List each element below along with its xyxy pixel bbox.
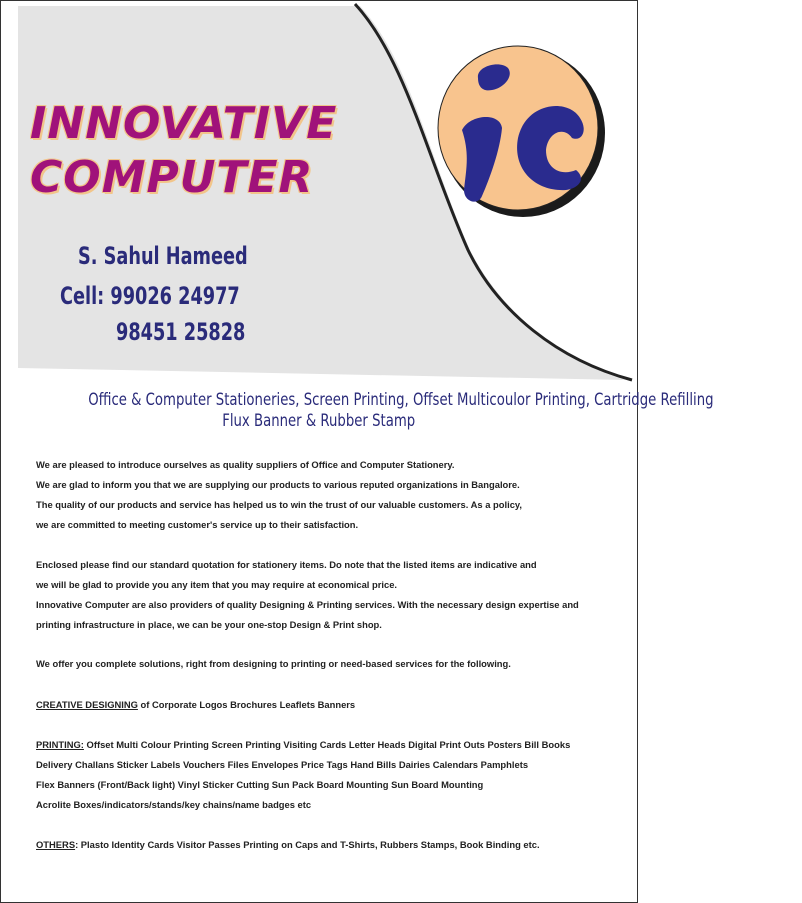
printing-items-1: Offset Multi Colour Printing Screen Printing Visiting Cards Letter Heads Digital Print Outs Posters Bill Books [83, 739, 571, 750]
paragraph-line: The quality of our products and service has helped us to win the trust of our valuable customers. As a policy, [36, 499, 523, 510]
others-line [36, 839, 540, 850]
paragraph-line: printing infrastructure in place, we can be your one-stop Design & Print shop. [36, 619, 382, 630]
printing-line-2: Delivery Challans Sticker Labels Vouchers Files Envelopes Price Tags Hand Bills Dairies Calendars Pamphlets [36, 759, 529, 770]
printing-line-3: Flex Banners (Front/Back light) Vinyl Sticker Cutting Sun Pack Board Mounting Sun Board Mounting [36, 779, 484, 790]
paragraph-line: We are glad to inform you that we are supplying our products to various reputed organizations in Bangalore. [36, 479, 520, 490]
owner-name: S. Sahul Hameed [78, 242, 248, 270]
creative-designing-label: CREATIVE DESIGNING [36, 699, 138, 710]
paragraph-line: Enclosed please find our standard quotation for stationery items. Do note that the listed items are indicative and [36, 559, 537, 570]
creative-designing-items: of Corporate Logos Brochures Leaflets Banners [137, 699, 356, 710]
brand-title-line2: COMPUTER [30, 152, 314, 203]
brand-title-line1: INNOVATIVE [30, 98, 338, 149]
printing-line-4: Acrolite Boxes/indicators/stands/key chains/name badges etc [36, 799, 312, 810]
printing-line-1 [36, 739, 570, 750]
paragraph-line: We offer you complete solutions, right from designing to printing or need-based services for the following. [36, 658, 511, 669]
letter-body [36, 0, 616, 903]
paragraph-line: Innovative Computer are also providers of quality Designing & Printing services. With the necessary design expertise and [36, 599, 579, 610]
paragraph-line: We are pleased to introduce ourselves as quality suppliers of Office and Computer Stationery. [36, 459, 455, 470]
tagline-line1: Office & Computer Stationeries, Screen Printing, Offset Multicoulor Printing, Cartridge Refilling [88, 390, 714, 410]
cell-number: Cell: 99026 24977 [60, 282, 240, 310]
others-label: OTHERS [36, 839, 76, 850]
printing-label: PRINTING: [36, 739, 84, 750]
creative-designing-line [36, 699, 355, 710]
cell-number-2: 98451 25828 [116, 318, 246, 346]
paragraph-line: we will be glad to provide you any item that you may require at economical price. [36, 579, 398, 590]
logo-text: ic [430, 38, 431, 39]
paragraph-line: we are committed to meeting customer's service up to their satisfaction. [36, 519, 359, 530]
tagline-line2: Flux Banner & Rubber Stamp [222, 411, 416, 431]
others-items: : Plasto Identity Cards Visitor Passes Printing on Caps and T-Shirts, Rubbers Stamps, Book Binding etc. [75, 839, 540, 850]
